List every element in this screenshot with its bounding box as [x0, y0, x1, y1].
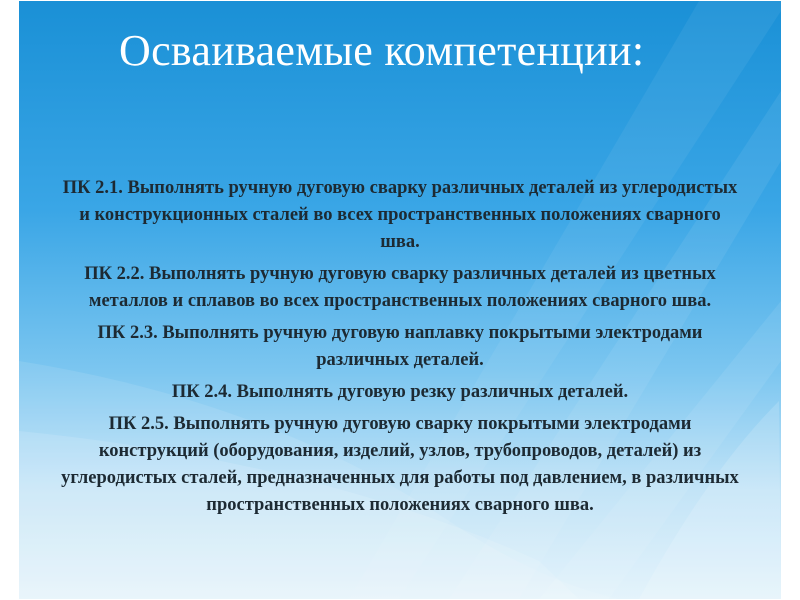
competency-item: ПК 2.5. Выполнять ручную дуговую сварку покрытыми электродами конструкций (оборудования, изделий, узлов, трубопроводов, деталей) из углеродистых сталей, предназначенных для работы под давлением, в различных пространственных положениях сварного шва.: [61, 414, 739, 515]
slide: [19, 1, 781, 599]
competency-item: ПК 2.1. Выполнять ручную дуговую сварку различных деталей из углеродистых и конструкционных сталей во всех пространственных положениях сварного шва.: [62, 178, 738, 252]
competency-item: ПК 2.3. Выполнять ручную дуговую наплавку покрытыми электродами различных деталей.: [97, 323, 703, 370]
competency-item: ПК 2.4. Выполнять дуговую резку различных деталей.: [171, 382, 629, 402]
competency-list: [59, 175, 741, 524]
competency-item: ПК 2.2. Выполнять ручную дуговую сварку различных деталей из цветных металлов и сплавов во всех пространственных положениях сварного шва.: [84, 264, 716, 311]
slide-title: Осваиваемые компетенции:: [119, 26, 645, 75]
